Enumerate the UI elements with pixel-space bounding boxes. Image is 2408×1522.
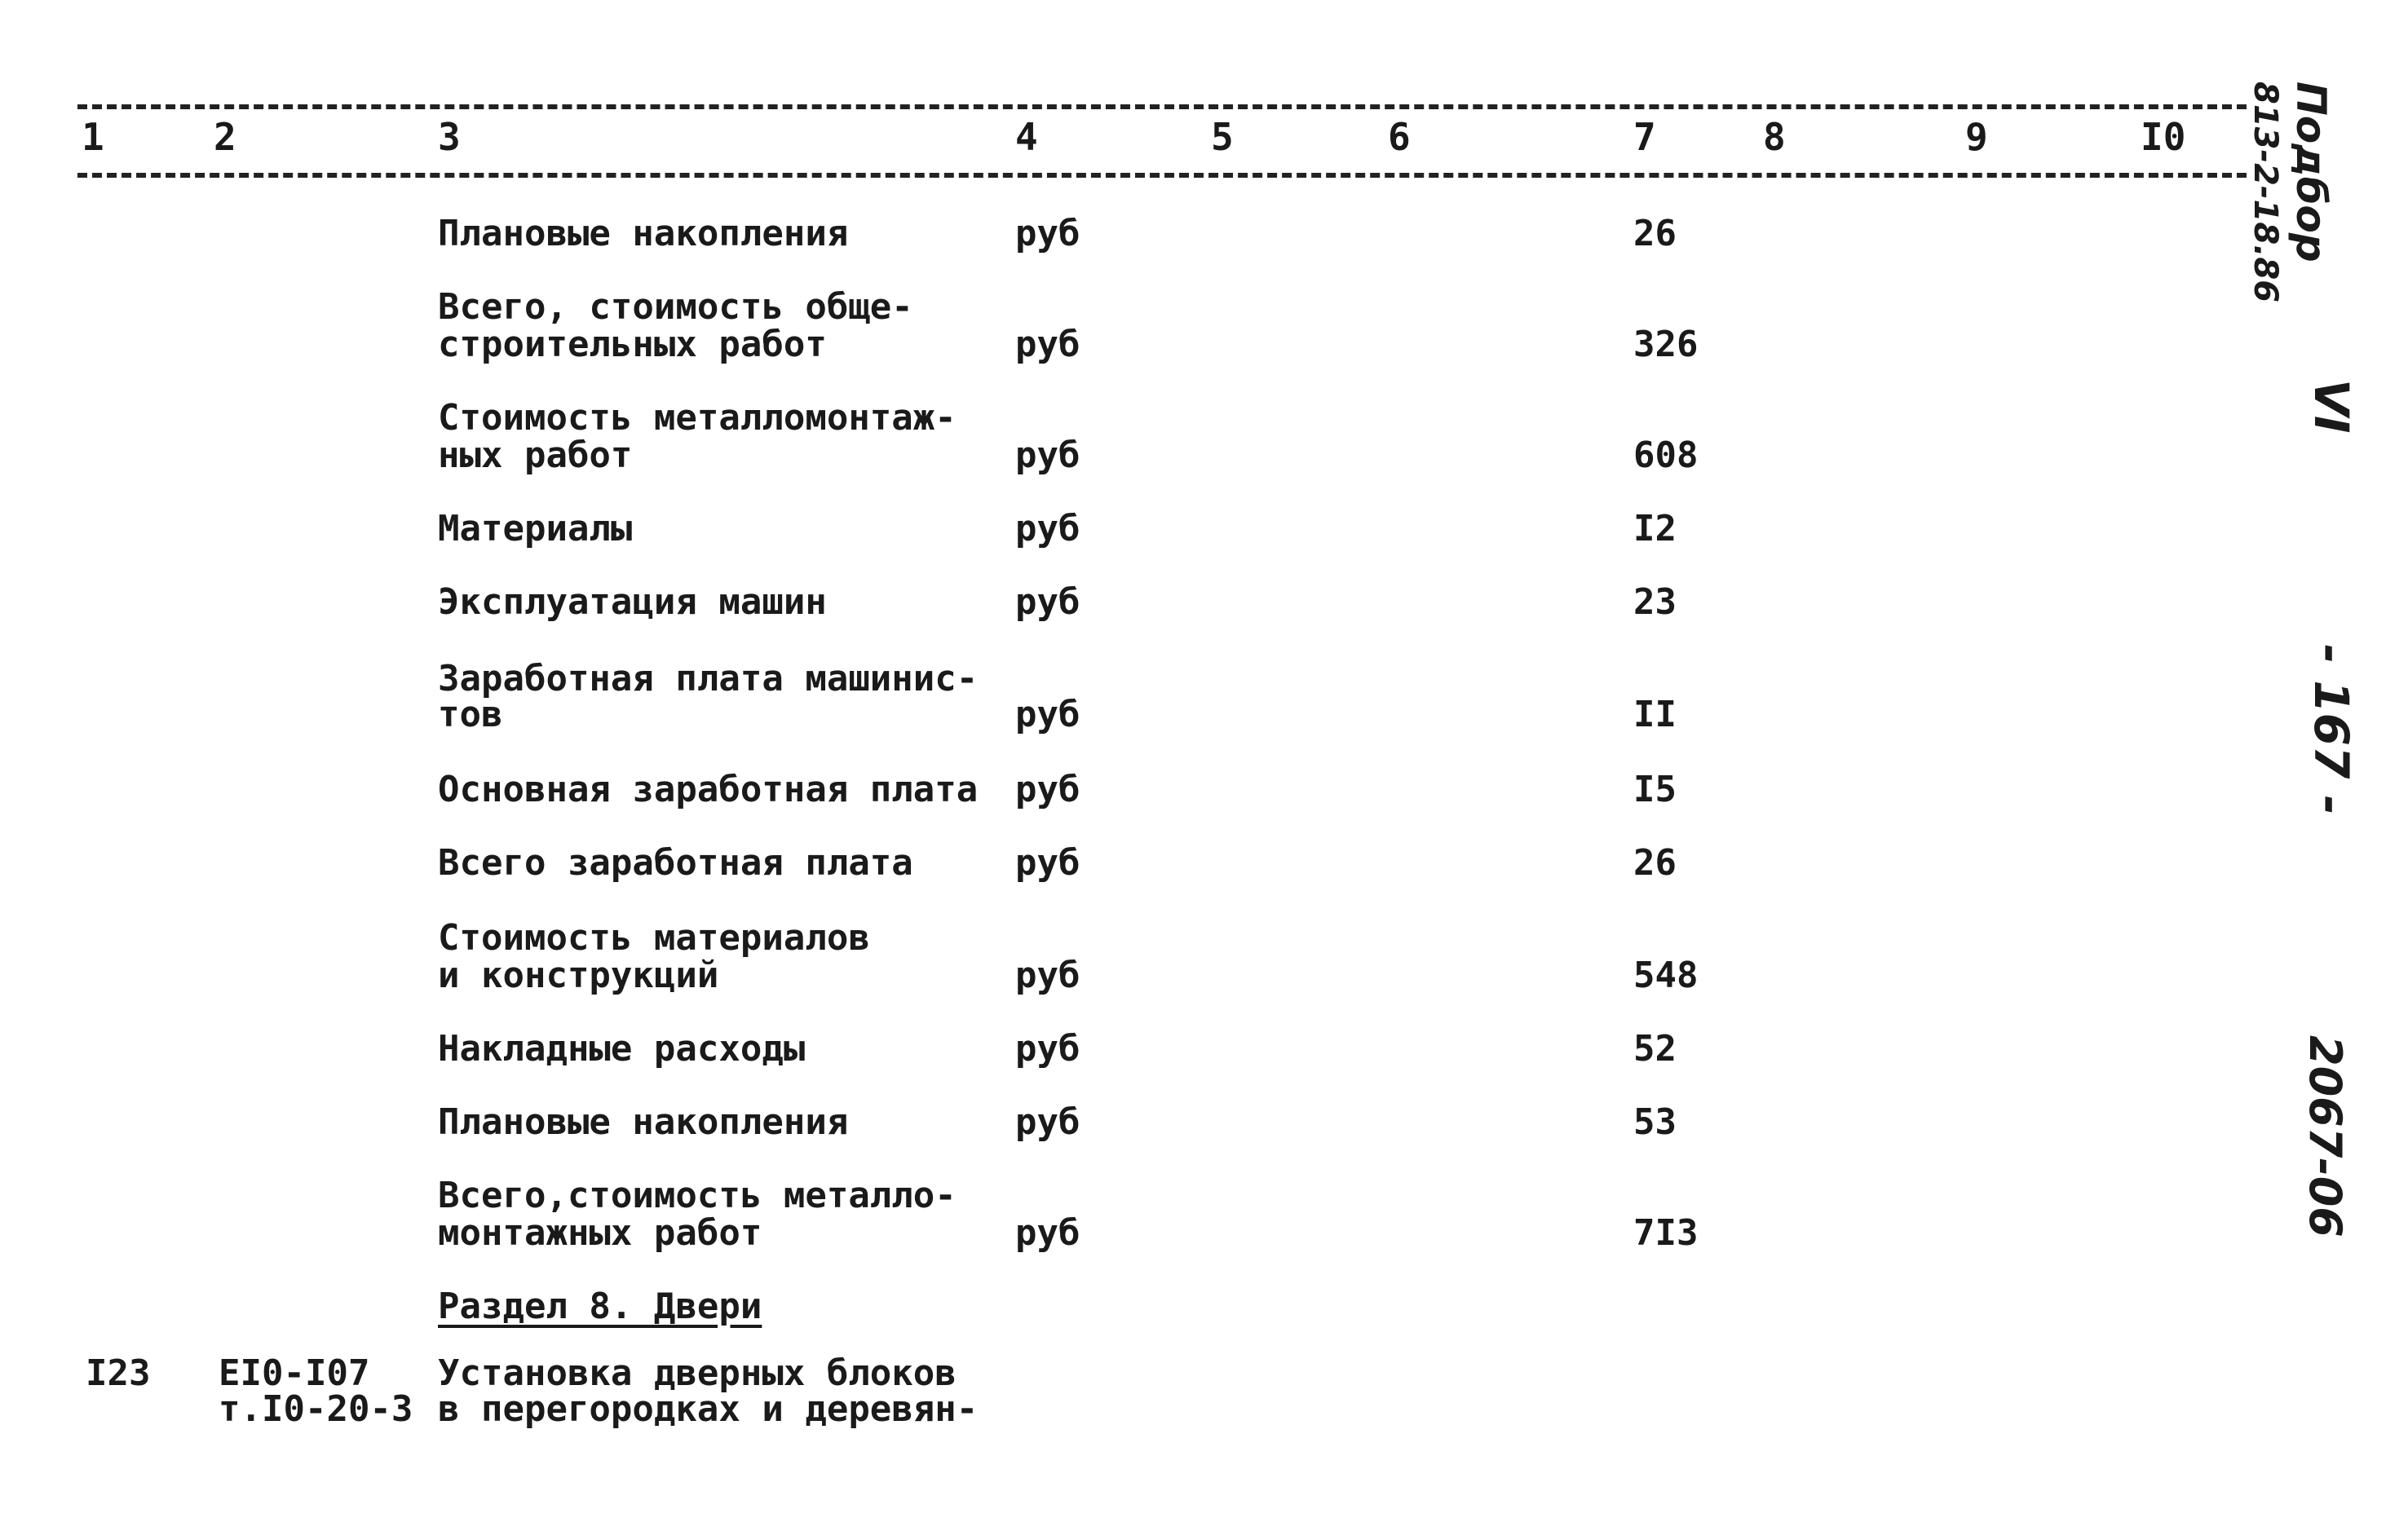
row-name: Всего, стоимость обще- <box>438 286 913 328</box>
column-number-7: 7 <box>1633 115 1656 159</box>
row-name: Заработная плата машинис- <box>438 658 979 699</box>
row-name: Накладные расходы <box>438 1028 806 1070</box>
row-unit: руб <box>1015 769 1080 810</box>
column-number-4: 4 <box>1015 115 1038 159</box>
row-value: I2 <box>1633 508 1677 549</box>
item-code: EI0-I07 <box>219 1352 370 1394</box>
row-name: Плановые накопления <box>438 213 849 254</box>
row-value: 548 <box>1633 955 1699 996</box>
margin-page-number: - 167 - <box>2304 644 2359 815</box>
row-unit: руб <box>1015 324 1080 365</box>
row-value: 608 <box>1633 435 1699 476</box>
column-number-1: 1 <box>82 115 104 159</box>
row-unit: руб <box>1015 581 1080 623</box>
row-name: Материалы <box>438 508 633 549</box>
margin-document-number: 2067-06 <box>2300 1035 2351 1237</box>
section-title: Раздел 8. Двери <box>438 1286 762 1327</box>
column-number-3: 3 <box>438 115 461 159</box>
row-unit: руб <box>1015 1028 1080 1070</box>
row-name: Эксплуатация машин <box>438 581 827 623</box>
margin-signature: Подбор <box>2287 82 2335 262</box>
row-name: Основная заработная плата <box>438 769 979 810</box>
row-name: тов <box>438 694 503 735</box>
row-name: монтажных работ <box>438 1212 762 1254</box>
column-number-2: 2 <box>214 115 236 159</box>
row-value: 23 <box>1633 581 1677 623</box>
row-value: I5 <box>1633 769 1677 810</box>
row-name: и конструкций <box>438 955 719 996</box>
row-value: 7I3 <box>1633 1212 1699 1254</box>
row-value: II <box>1633 694 1677 735</box>
margin-stamp-code: 813-2-18.86 <box>2247 82 2284 303</box>
row-unit: руб <box>1015 508 1080 549</box>
row-value: 52 <box>1633 1028 1677 1070</box>
column-number-6: 6 <box>1388 115 1411 159</box>
row-name: Плановые накопления <box>438 1101 849 1143</box>
row-name: строительных работ <box>438 324 827 365</box>
column-number-10: I0 <box>2141 115 2186 159</box>
row-value: 53 <box>1633 1101 1677 1143</box>
row-value: 26 <box>1633 842 1677 884</box>
row-value: 326 <box>1633 324 1699 365</box>
margin-volume: VI <box>2304 379 2359 434</box>
row-unit: руб <box>1015 213 1080 254</box>
row-unit: руб <box>1015 842 1080 884</box>
item-name: Установка дверных блоков <box>438 1352 957 1394</box>
column-number-5: 5 <box>1211 115 1234 159</box>
row-unit: руб <box>1015 435 1080 476</box>
item-name: в перегородках и деревян- <box>438 1388 979 1430</box>
row-unit: руб <box>1015 955 1080 996</box>
row-name: Всего заработная плата <box>438 842 913 884</box>
item-table-ref: т.I0-20-3 <box>219 1388 413 1430</box>
column-number-9: 9 <box>1965 115 1988 159</box>
row-name: Всего,стоимость металло- <box>438 1175 957 1216</box>
column-number-8: 8 <box>1763 115 1786 159</box>
row-unit: руб <box>1015 694 1080 735</box>
row-unit: руб <box>1015 1101 1080 1143</box>
header-top-rule <box>77 104 2247 109</box>
header-bottom-rule <box>77 173 2247 178</box>
row-unit: руб <box>1015 1212 1080 1254</box>
row-name: ных работ <box>438 435 633 476</box>
row-name: Стоимость материалов <box>438 917 870 959</box>
item-number: I23 <box>86 1352 151 1394</box>
row-name: Стоимость металломонтаж- <box>438 397 957 439</box>
row-value: 26 <box>1633 213 1677 254</box>
